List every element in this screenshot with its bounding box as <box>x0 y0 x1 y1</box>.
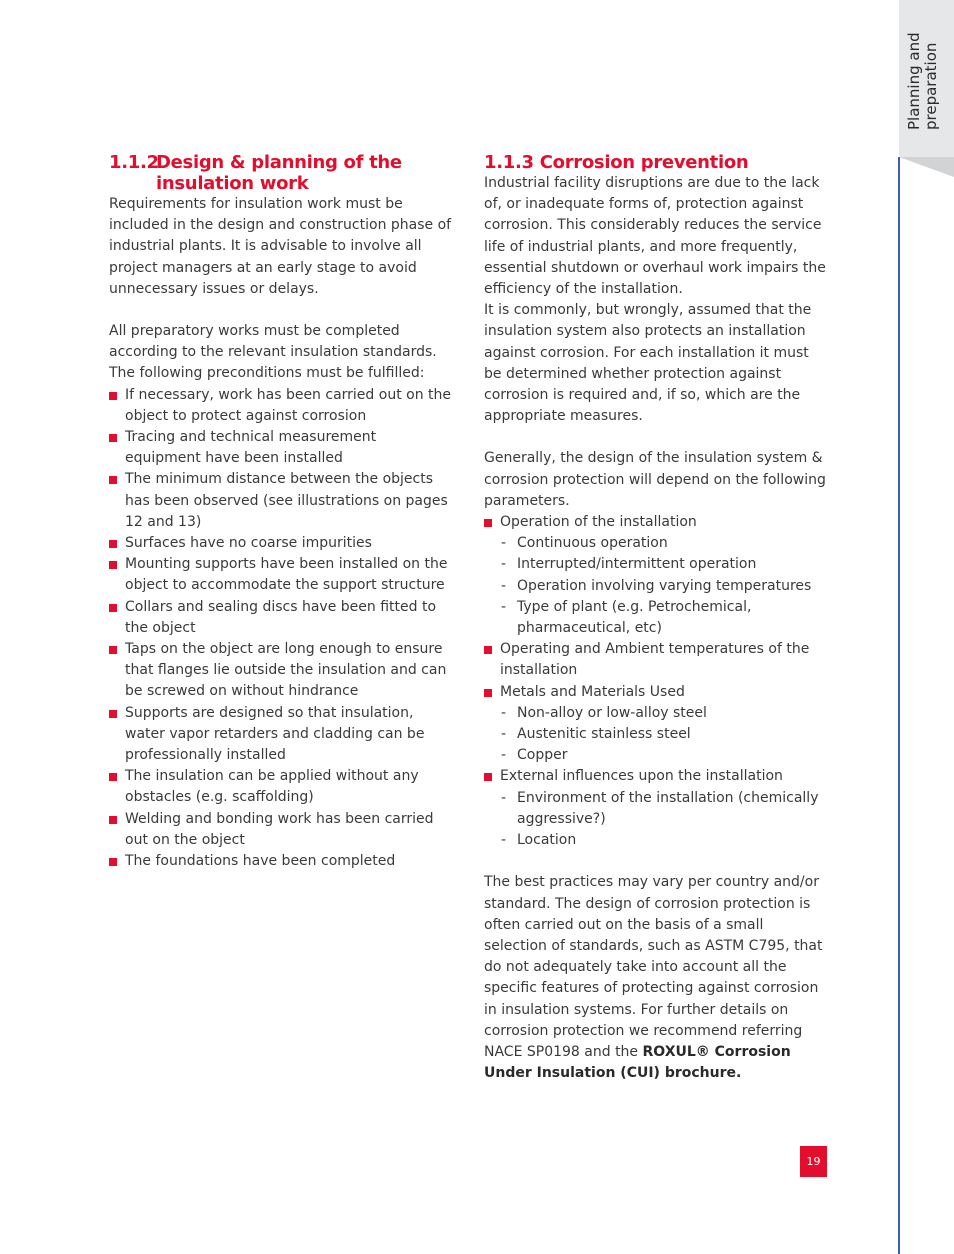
sublist-item: - Location <box>501 832 577 849</box>
design-planning-heading <box>109 152 454 194</box>
sublist-item: - Interrupted/intermittent operation <box>501 556 757 573</box>
bullet-square-icon <box>484 519 492 527</box>
preconditions-paragraph: All preparatory works must be completed according to the relevant insulation standards. The following preconditions must be fulfilled: <box>109 323 437 382</box>
corrosion-intro-paragraph: Industrial facility disruptions are due to the lack of, or inadequate forms of, protection against corrosion. This considerably reduces the service life of industrial plants, and more frequently, essential shutdown or overhaul work impairs the efficiency of the installation. <box>484 175 826 298</box>
preconditions-list <box>109 385 454 873</box>
sublist-item: - Copper <box>501 747 568 764</box>
bullet-square-icon <box>109 858 117 866</box>
left-column <box>109 152 454 872</box>
bullet-square-icon <box>109 646 117 654</box>
section-tab-label-wrap <box>906 22 948 132</box>
sublist-item: - Austenitic stainless steel <box>501 726 691 743</box>
sublist-item: - Continuous operation <box>501 535 668 552</box>
operation-sublist <box>484 533 829 639</box>
list-item: Taps on the object are long enough to ensure that flanges lie outside the insulation and can be screwed on without hindrance <box>109 639 454 703</box>
bullet-square-icon <box>484 646 492 654</box>
list-item: Tracing and technical measurement equipment have been installed <box>109 427 454 469</box>
list-item: The insulation can be applied without any obstacles (e.g. scaffolding) <box>109 766 454 808</box>
list-item: Surfaces have no coarse impurities <box>109 533 454 554</box>
bullet-square-icon <box>109 540 117 548</box>
section-tab-label: Planning and preparation <box>905 32 940 130</box>
tab-fold-shape <box>899 157 954 177</box>
bullet-square-icon <box>484 689 492 697</box>
list-item: Operation of the installation <box>484 512 829 533</box>
sublist-item: - Operation involving varying temperatures <box>501 577 812 594</box>
parameters-list-cont <box>484 639 829 703</box>
side-divider-line <box>898 157 900 1254</box>
sublist-item: - Type of plant (e.g. Petrochemical, pharmaceutical, etc) <box>501 598 752 637</box>
list-item: External influences upon the installation <box>484 766 829 787</box>
list-item: Mounting supports have been installed on the object to accommodate the support structure <box>109 554 454 596</box>
bullet-square-icon <box>109 816 117 824</box>
corrosion-assumption-paragraph: It is commonly, but wrongly, assumed that the insulation system also protects an installation against corrosion. For each installation it must be determined whether protection against corrosion is required and, if so, which are the appropriate measures. <box>484 302 812 425</box>
list-item: If necessary, work has been carried out on the object to protect against corrosion <box>109 385 454 427</box>
parameters-list-cont-2 <box>484 766 829 787</box>
parameters-list <box>484 512 829 533</box>
design-intro-paragraph: Requirements for insulation work must be included in the design and construction phase of industrial plants. It is advisable to involve all project managers at an early stage to avoid unnecessary issues or delays. <box>109 196 452 297</box>
best-practices-paragraph: The best practices may vary per country and/or standard. The design of corrosion protection is often carried out on the basis of a small selection of standards, such as ASTM C795, that do not adequately take into account all the specific features of protecting against corrosion in insulation systems. For further details on corrosion protection we recommend referring NACE SP0198 and the ROXUL® Corrosion Under Insulation (CUI) brochure. <box>484 874 823 1082</box>
list-item: Welding and bonding work has been carried out on the object <box>109 809 454 851</box>
bullet-square-icon <box>109 476 117 484</box>
list-item: Metals and Materials Used <box>484 682 829 703</box>
bullet-square-icon <box>109 710 117 718</box>
heading-number: 1.1.2 <box>109 152 159 173</box>
heading-line-1: Design & planning of the <box>156 152 402 173</box>
right-column <box>484 152 829 1084</box>
cui-brochure-reference: ROXUL® Corrosion Under Insulation (CUI) brochure. <box>484 1043 791 1082</box>
bullet-square-icon <box>484 773 492 781</box>
bullet-square-icon <box>109 392 117 400</box>
list-item: The minimum distance between the objects has been observed (see illustrations on pages 12 and 13) <box>109 469 454 533</box>
sublist-item: - Non-alloy or low-alloy steel <box>501 704 707 721</box>
sublist-item: - Environment of the installation (chemically aggressive?) <box>501 789 819 827</box>
parameters-paragraph: Generally, the design of the insulation system & corrosion protection will depend on the following parameters. <box>484 450 826 509</box>
list-item: Collars and sealing discs have been fitted to the object <box>109 597 454 639</box>
heading-line-2: insulation work <box>156 173 309 194</box>
bullet-square-icon <box>109 773 117 781</box>
materials-sublist <box>484 703 829 767</box>
list-item: Supports are designed so that insulation, water vapor retarders and cladding can be professionally installed <box>109 703 454 767</box>
bullet-square-icon <box>109 561 117 569</box>
corrosion-prevention-heading: 1.1.3 Corrosion prevention <box>484 152 749 173</box>
list-item: The foundations have been completed <box>109 851 454 872</box>
page-number: 19 <box>800 1146 827 1177</box>
bullet-square-icon <box>109 434 117 442</box>
list-item: Operating and Ambient temperatures of the installation <box>484 639 829 681</box>
external-influences-sublist <box>484 788 829 852</box>
bullet-square-icon <box>109 604 117 612</box>
